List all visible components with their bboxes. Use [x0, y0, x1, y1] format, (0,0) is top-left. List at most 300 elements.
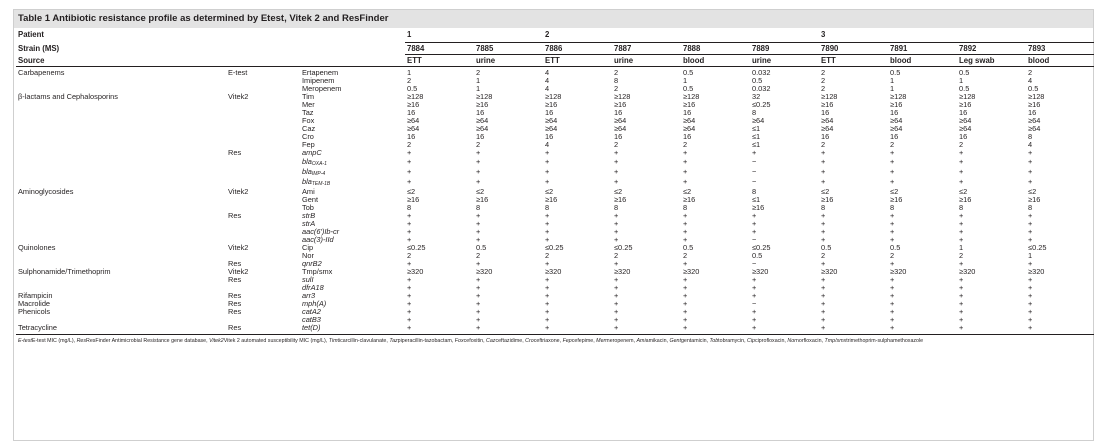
value-cell: 0.032: [752, 85, 771, 94]
value-cell: +: [1028, 276, 1033, 285]
value-cell: 16: [476, 133, 485, 142]
source-cell: blood: [681, 55, 750, 67]
value-cell: +: [821, 276, 826, 285]
value-cell: −: [752, 260, 757, 269]
value-cell: +: [959, 300, 964, 309]
value-cell: −: [752, 300, 757, 309]
strain-id: 7885: [474, 43, 543, 55]
agent-cell: Gent: [302, 195, 319, 204]
method-cell: [226, 178, 300, 188]
value-cell: +: [821, 157, 826, 166]
drug-class-cell: [16, 196, 226, 204]
drug-class-cell: Tetracycline: [16, 324, 226, 334]
agent-cell: Mer: [302, 101, 315, 110]
value-cell: ≤2: [614, 187, 623, 196]
value-cell: 8: [614, 77, 619, 86]
value-cell: +: [959, 211, 964, 220]
table-row: [16, 236, 1094, 244]
agent-cell: Taz: [302, 109, 314, 118]
method-cell: Res: [228, 211, 242, 220]
value-cell: +: [683, 227, 688, 236]
footnote-definition: tobramycin,: [718, 337, 748, 344]
value-cell: ≤2: [821, 187, 830, 196]
value-cell: ≤2: [476, 187, 485, 196]
value-cell: +: [614, 316, 619, 325]
value-cell: 8: [1028, 133, 1033, 142]
value-cell: +: [890, 284, 895, 293]
drug-class-cell: [16, 117, 226, 125]
value-cell: +: [545, 260, 550, 269]
value-cell: +: [1028, 177, 1033, 186]
drug-class-cell: [16, 133, 226, 141]
value-cell: +: [476, 211, 481, 220]
table-row: [16, 300, 1094, 308]
value-cell: 8: [752, 109, 757, 118]
method-cell: [226, 77, 300, 85]
value-cell: ≤0.25: [752, 243, 771, 252]
value-cell: 1: [959, 243, 964, 252]
drug-class-cell: [16, 77, 226, 85]
value-cell: +: [890, 276, 895, 285]
value-cell: +: [1028, 219, 1033, 228]
value-cell: +: [407, 157, 412, 166]
value-cell: ≥16: [476, 101, 489, 110]
value-cell: +: [752, 276, 757, 285]
value-cell: +: [959, 227, 964, 236]
table-row: [16, 168, 1094, 178]
strain-id: 7890: [819, 43, 888, 55]
value-cell: +: [1028, 211, 1033, 220]
method-cell: [226, 133, 300, 141]
value-cell: ≥16: [1028, 101, 1041, 110]
value-cell: ≤1: [752, 125, 761, 134]
value-cell: 0.5: [683, 68, 694, 77]
table-row: [16, 204, 1094, 212]
value-cell: 8: [752, 187, 757, 196]
drug-class-cell: [16, 149, 226, 157]
value-cell: +: [959, 284, 964, 293]
value-cell: +: [614, 211, 619, 220]
value-cell: 0.5: [890, 68, 901, 77]
value-cell: ≥64: [614, 125, 627, 134]
table-row: [16, 220, 1094, 228]
value-cell: ≥64: [407, 117, 420, 126]
value-cell: ≥128: [959, 93, 976, 102]
method-cell: [226, 228, 300, 236]
method-cell: [226, 141, 300, 149]
table-row: [16, 212, 1094, 220]
table-row: [16, 133, 1094, 141]
value-cell: 0.5: [683, 243, 694, 252]
method-cell: [226, 196, 300, 204]
agent-cell: Tob: [302, 203, 314, 212]
value-cell: +: [614, 284, 619, 293]
drug-class-cell: Aminoglycosides: [18, 187, 74, 196]
value-cell: 1: [407, 68, 412, 77]
value-cell: +: [476, 260, 481, 269]
agent-cell: sulI: [302, 276, 314, 285]
value-cell: 2: [476, 141, 481, 150]
value-cell: 2: [407, 77, 412, 86]
source-cell: urine: [612, 55, 681, 67]
value-cell: 8: [959, 203, 964, 212]
value-cell: +: [476, 276, 481, 285]
value-cell: +: [890, 260, 895, 269]
drug-class-cell: β-lactams and Cephalosporins: [18, 93, 118, 102]
footnote-abbrev: E-test: [18, 337, 32, 344]
value-cell: +: [959, 219, 964, 228]
drug-class-cell: Rifampicin: [18, 292, 53, 301]
value-cell: −: [752, 157, 757, 166]
method-cell: [226, 204, 300, 212]
value-cell: +: [683, 308, 688, 317]
value-cell: ≥64: [545, 117, 558, 126]
value-cell: ≥16: [407, 101, 420, 110]
footnote-abbrev: Fep: [562, 337, 572, 344]
value-cell: +: [614, 260, 619, 269]
value-cell: +: [752, 227, 757, 236]
value-cell: ≤2: [1028, 187, 1037, 196]
value-cell: ≤1: [752, 133, 761, 142]
footnote-definition: cefepime,: [571, 337, 597, 344]
method-cell: [226, 125, 300, 133]
value-cell: ≥64: [890, 117, 903, 126]
footnote-abbrev: Tmp/smx: [824, 337, 847, 344]
value-cell: 16: [890, 133, 899, 142]
value-cell: ≥16: [821, 195, 834, 204]
value-cell: +: [821, 219, 826, 228]
value-cell: 16: [407, 109, 416, 118]
value-cell: ≥16: [614, 195, 627, 204]
footnote-definition: piperacillin-tazobactam,: [397, 337, 455, 344]
value-cell: 16: [1028, 109, 1037, 118]
method-cell: [226, 284, 300, 292]
footnote-definition: ticarcillin-clavulanate,: [337, 337, 390, 344]
value-cell: +: [407, 227, 412, 236]
footnote-abbrev: Tim: [328, 337, 338, 344]
value-cell: ≤0.25: [407, 243, 426, 252]
strain-id: 7886: [543, 43, 612, 55]
value-cell: ≤2: [545, 187, 554, 196]
value-cell: +: [683, 276, 688, 285]
value-cell: +: [612, 324, 681, 334]
value-cell: 2: [959, 252, 964, 261]
table-row: [16, 284, 1094, 292]
agent-cell: Imipenem: [302, 77, 335, 86]
source-label: Source: [16, 55, 226, 67]
value-cell: +: [1028, 227, 1033, 236]
footnote-definition: ceftriaxone,: [533, 337, 563, 344]
drug-class-cell: [16, 168, 226, 178]
table-row: [16, 276, 1094, 284]
value-cell: +: [683, 177, 688, 186]
value-cell: +: [821, 292, 826, 301]
drug-class-cell: [16, 228, 226, 236]
value-cell: +: [1028, 235, 1033, 244]
value-cell: ≤2: [683, 187, 692, 196]
value-cell: +: [1028, 292, 1033, 301]
value-cell: +: [474, 324, 543, 334]
value-cell: +: [752, 308, 757, 317]
value-cell: ≥320: [959, 268, 976, 277]
agent-cell: qnrB2: [302, 260, 322, 269]
value-cell: +: [545, 177, 550, 186]
value-cell: ≥64: [476, 117, 489, 126]
value-cell: 0.5: [752, 252, 763, 261]
value-cell: 2: [890, 252, 895, 261]
value-cell: +: [959, 260, 964, 269]
value-cell: +: [821, 167, 826, 176]
table-row: [16, 93, 1094, 101]
source-row: [16, 55, 1094, 67]
table-title: Table 1 Antibiotic resistance profile as determined by Etest, Vitek 2 and ResFinder: [14, 10, 1093, 28]
value-cell: 8: [821, 203, 826, 212]
value-cell: +: [407, 177, 412, 186]
value-cell: +: [545, 211, 550, 220]
value-cell: ≥64: [407, 125, 420, 134]
value-cell: 4: [545, 77, 550, 86]
agent-cell: Fep: [302, 141, 315, 150]
agent-cell: strA: [302, 219, 316, 228]
value-cell: +: [543, 324, 612, 334]
method-cell: E-test: [228, 68, 248, 77]
value-cell: ≥16: [752, 203, 765, 212]
value-cell: +: [890, 316, 895, 325]
drug-class-cell: [16, 178, 226, 188]
value-cell: +: [959, 149, 964, 158]
value-cell: +: [1028, 284, 1033, 293]
value-cell: +: [476, 177, 481, 186]
value-cell: ≤1: [752, 141, 761, 150]
value-cell: 4: [545, 85, 550, 94]
value-cell: +: [1028, 260, 1033, 269]
drug-class-cell: [16, 252, 226, 260]
value-cell: ≥16: [545, 101, 558, 110]
value-cell: +: [957, 324, 1026, 334]
footnote-definition: ciprofloxacin,: [754, 337, 788, 344]
value-cell: 4: [545, 141, 550, 150]
value-cell: ≥64: [545, 125, 558, 134]
value-cell: +: [476, 227, 481, 236]
value-cell: +: [959, 292, 964, 301]
value-cell: +: [752, 284, 757, 293]
footnote-definition: ResFinder Antimicrobial Resistance gene database,: [86, 337, 210, 344]
value-cell: ≥320: [683, 268, 700, 277]
value-cell: ≤1: [752, 195, 761, 204]
method-cell: [226, 158, 300, 168]
drug-class-cell: [16, 141, 226, 149]
value-cell: 16: [683, 109, 692, 118]
value-cell: ≥16: [683, 101, 696, 110]
table-row: [16, 324, 1094, 334]
patient-1: 1: [405, 28, 543, 43]
value-cell: +: [752, 149, 757, 158]
value-cell: +: [545, 219, 550, 228]
value-cell: 1: [1028, 252, 1033, 261]
footnote-abbrev: Vitek2: [209, 337, 224, 344]
value-cell: ≥16: [1028, 195, 1041, 204]
value-cell: +: [545, 316, 550, 325]
value-cell: 8: [407, 203, 412, 212]
value-cell: +: [407, 308, 412, 317]
value-cell: 2: [614, 141, 619, 150]
footnote-abbrev: Ami: [636, 337, 646, 344]
table-row: [16, 109, 1094, 117]
value-cell: 2: [545, 252, 550, 261]
value-cell: +: [959, 235, 964, 244]
value-cell: ≥16: [683, 195, 696, 204]
value-cell: +: [821, 235, 826, 244]
strain-id: 7888: [681, 43, 750, 55]
agent-cell: bla$_{OXA-1}$: [302, 157, 327, 167]
method-cell: Vitek2: [228, 93, 249, 102]
method-cell: Res: [228, 260, 242, 269]
value-cell: +: [821, 227, 826, 236]
value-cell: +: [890, 292, 895, 301]
method-cell: Res: [228, 292, 242, 301]
value-cell: +: [545, 284, 550, 293]
value-cell: 2: [476, 252, 481, 261]
value-cell: +: [545, 308, 550, 317]
table-row: [16, 260, 1094, 268]
table-row: [16, 67, 1094, 78]
value-cell: +: [752, 292, 757, 301]
value-cell: +: [1028, 300, 1033, 309]
footnote-abbrev: Tob: [709, 337, 719, 344]
drug-class-cell: [16, 260, 226, 268]
value-cell: +: [407, 276, 412, 285]
agent-cell: Nor: [302, 252, 314, 261]
value-cell: 8: [476, 203, 481, 212]
method-cell: [226, 85, 300, 93]
value-cell: 2: [890, 141, 895, 150]
method-cell: Res: [228, 300, 242, 309]
value-cell: +: [407, 316, 412, 325]
value-cell: +: [752, 316, 757, 325]
method-cell: [226, 109, 300, 117]
value-cell: +: [407, 292, 412, 301]
agent-cell: Cro: [302, 133, 314, 142]
value-cell: ≤0.25: [1028, 243, 1047, 252]
value-cell: ≥320: [752, 268, 769, 277]
value-cell: +: [407, 260, 412, 269]
value-cell: ≥64: [890, 125, 903, 134]
table-body: [16, 67, 1094, 335]
drug-class-cell: [16, 212, 226, 220]
value-cell: +: [614, 292, 619, 301]
agent-cell: Meropenem: [302, 85, 342, 94]
value-cell: 2: [476, 68, 481, 77]
patient-2: 2: [543, 28, 819, 43]
footnote-definition: meropenem,: [605, 337, 637, 344]
value-cell: ≥64: [821, 125, 834, 134]
table-row: [16, 292, 1094, 300]
value-cell: +: [890, 227, 895, 236]
value-cell: ≥64: [683, 125, 696, 134]
value-cell: 2: [821, 77, 826, 86]
value-cell: 16: [407, 133, 416, 142]
value-cell: 2: [407, 141, 412, 150]
value-cell: 1: [890, 77, 895, 86]
method-cell: Res: [226, 324, 300, 334]
table-row: [16, 188, 1094, 196]
value-cell: ≥64: [821, 117, 834, 126]
agent-cell: strB: [302, 211, 316, 220]
value-cell: ≥320: [890, 268, 907, 277]
value-cell: +: [959, 157, 964, 166]
drug-class-cell: Macrolide: [18, 300, 51, 309]
bla-subscript: OXA-1: [311, 160, 327, 167]
method-cell: Res: [228, 276, 242, 285]
value-cell: ≥320: [545, 268, 562, 277]
footnote-abbrev: Cro: [525, 337, 534, 344]
value-cell: +: [545, 235, 550, 244]
value-cell: ≥16: [890, 101, 903, 110]
footnote-definition: trimethoprim-sulphamethoxazole: [846, 337, 924, 344]
agent-cell: ampC: [302, 149, 322, 158]
method-cell: [226, 117, 300, 125]
table-row: [16, 244, 1094, 252]
value-cell: 16: [959, 133, 968, 142]
value-cell: +: [750, 324, 819, 334]
value-cell: ≤0.25: [752, 101, 771, 110]
value-cell: ≥16: [959, 101, 972, 110]
value-cell: 0.5: [959, 85, 970, 94]
method-cell: [226, 252, 300, 260]
value-cell: +: [545, 292, 550, 301]
footnote-definition: Vitek 2 automated susceptibility MIC (mg/L),: [223, 337, 329, 344]
value-cell: +: [821, 300, 826, 309]
table-row: [16, 101, 1094, 109]
value-cell: +: [890, 211, 895, 220]
method-cell: Res: [228, 149, 242, 158]
value-cell: 32: [752, 93, 761, 102]
value-cell: +: [476, 219, 481, 228]
value-cell: +: [476, 308, 481, 317]
drug-class-cell: [16, 158, 226, 168]
value-cell: +: [890, 157, 895, 166]
value-cell: 4: [545, 68, 550, 77]
value-cell: 1: [890, 85, 895, 94]
value-cell: 4: [1028, 77, 1033, 86]
value-cell: 2: [614, 85, 619, 94]
value-cell: 0.5: [683, 85, 694, 94]
value-cell: +: [890, 235, 895, 244]
value-cell: +: [614, 308, 619, 317]
value-cell: 0.5: [476, 243, 487, 252]
drug-class-cell: [16, 316, 226, 324]
drug-class-cell: [16, 204, 226, 212]
source-cell: Leg swab: [957, 55, 1026, 67]
drug-class-cell: Carbapenems: [18, 68, 65, 77]
value-cell: 0.5: [959, 68, 970, 77]
table-row: [16, 141, 1094, 149]
patient-3: 3: [819, 28, 1094, 43]
value-cell: 0.5: [752, 77, 763, 86]
agent-cell: arr3: [302, 292, 316, 301]
footnote-abbrev: Mer: [596, 337, 606, 344]
value-cell: +: [821, 284, 826, 293]
value-cell: 4: [1028, 141, 1033, 150]
source-cell: blood: [888, 55, 957, 67]
value-cell: +: [476, 157, 481, 166]
value-cell: +: [1028, 157, 1033, 166]
value-cell: +: [407, 167, 412, 176]
patient-label: Patient: [18, 30, 44, 39]
value-cell: +: [752, 211, 757, 220]
agent-cell: aac(3)-IId: [302, 235, 334, 244]
footnote-definition: E-test MIC (mg/L),: [31, 337, 77, 344]
